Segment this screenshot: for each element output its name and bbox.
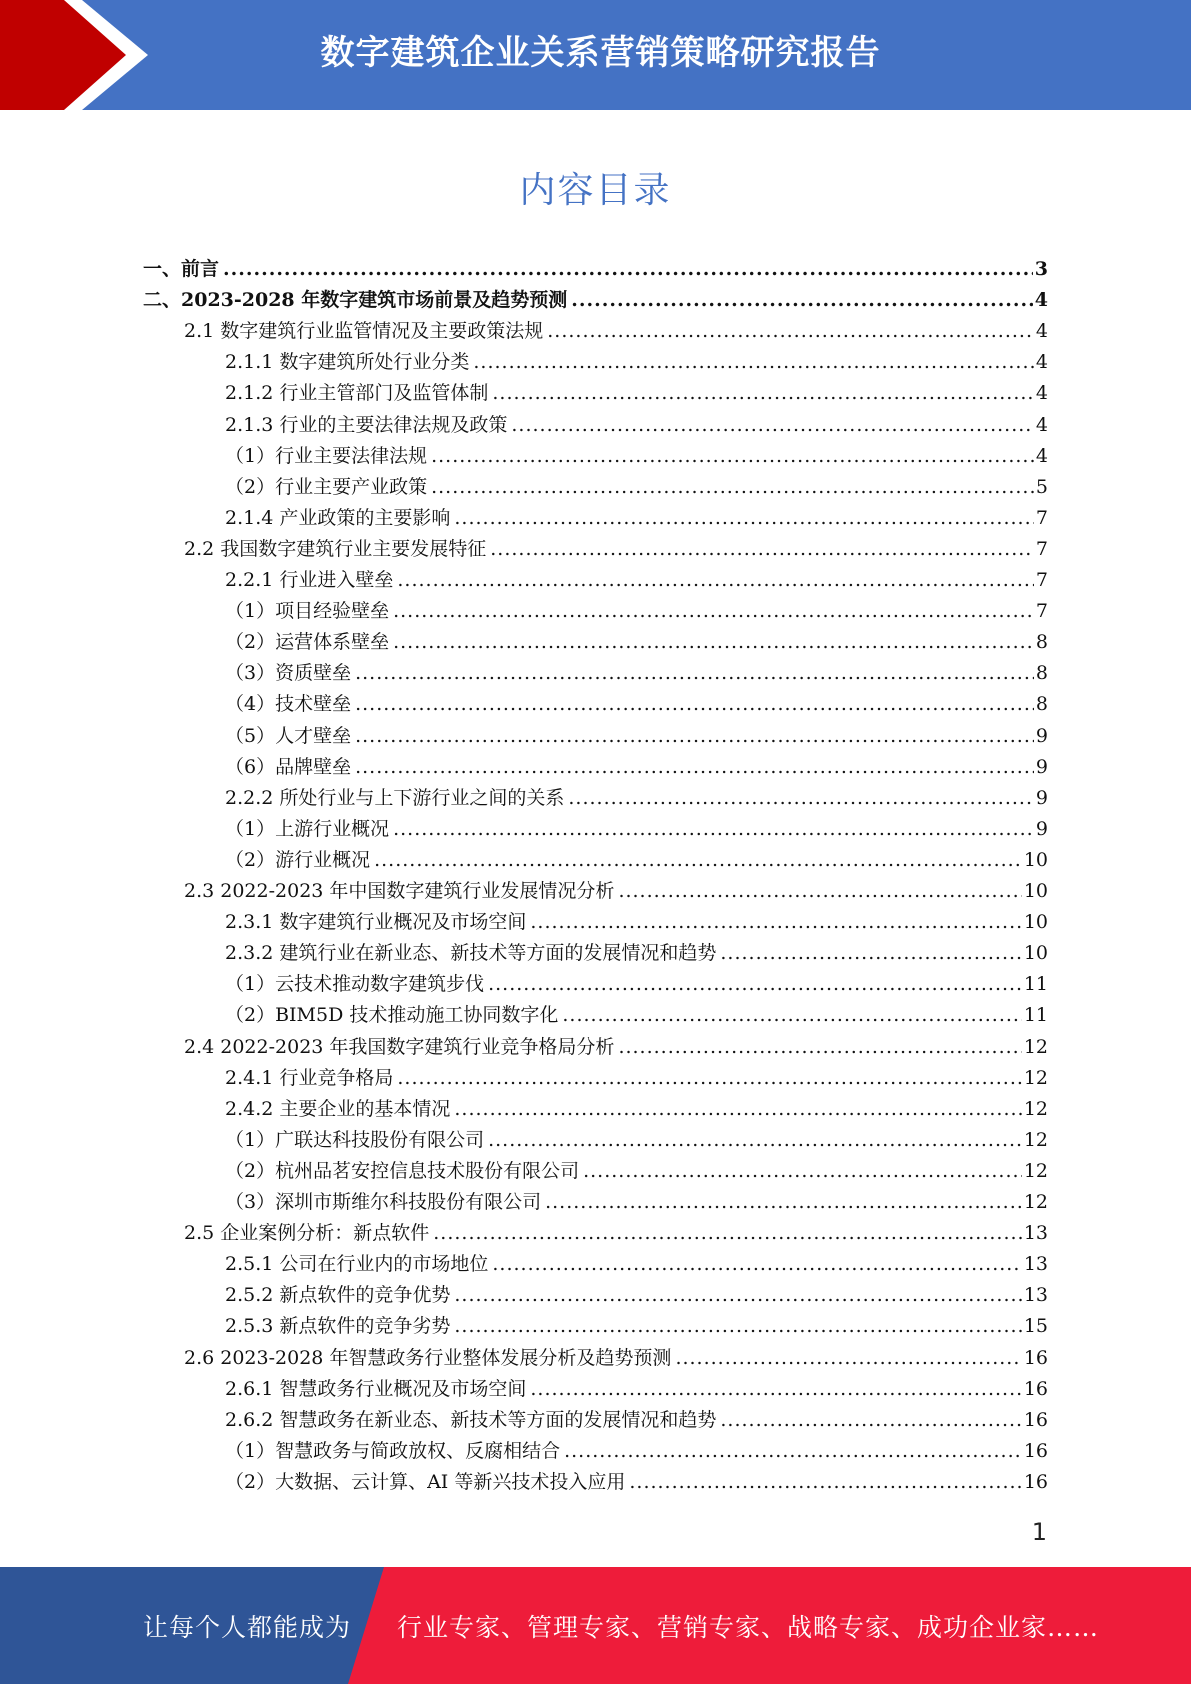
toc-entry-title: （4）技术壁垒 <box>225 693 352 716</box>
toc-entry[interactable] <box>143 254 1048 285</box>
toc-entry-page: 4 <box>1034 289 1048 312</box>
toc-entry-title: 2.6.1 智慧政务行业概况及市场空间 <box>225 1377 527 1400</box>
toc-entry-title: 2.3.2 建筑行业在新业态、新技术等方面的发展情况和趋势 <box>225 942 717 965</box>
toc-entry-page: 10 <box>1023 880 1048 902</box>
toc-dot-leader <box>511 414 1034 436</box>
toc-dot-leader <box>571 289 1033 311</box>
toc-dot-leader <box>454 507 1034 529</box>
toc-entry-title: （2）BIM5D 技术推动施工协同数字化 <box>225 1004 559 1027</box>
toc-entry-title: （1）上游行业概况 <box>225 817 390 840</box>
toc-entry-title: 2.5.1 公司在行业内的市场地位 <box>225 1253 489 1276</box>
toc-entry-title: （5）人才壁垒 <box>225 724 352 747</box>
toc-entry-title: 2.6 2023-2028 年智慧政务行业整体发展分析及趋势预测 <box>184 1346 672 1369</box>
toc-entry-title: （3）资质壁垒 <box>225 662 352 685</box>
toc-entry-title: （2）行业主要产业政策 <box>225 475 428 498</box>
toc-entry[interactable] <box>225 627 1048 658</box>
toc-dot-leader <box>530 911 1021 933</box>
toc-entry[interactable] <box>225 689 1048 720</box>
toc-dot-leader <box>564 1440 1022 1462</box>
toc-entry-title: 2.2 我国数字建筑行业主要发展特征 <box>184 537 487 560</box>
toc-entry-page: 16 <box>1023 1439 1048 1462</box>
toc-entry[interactable] <box>225 1125 1048 1156</box>
toc-entry-title: 2.1.1 数字建筑所处行业分类 <box>225 351 470 374</box>
toc-entry-page: 13 <box>1023 1284 1048 1307</box>
toc-entry-title: （2）杭州品茗安控信息技术股份有限公司 <box>225 1159 580 1182</box>
toc-entry-page: 8 <box>1035 693 1048 716</box>
toc-dot-leader <box>562 1004 1021 1026</box>
toc-dot-leader <box>355 756 1034 778</box>
toc-dot-leader <box>530 1378 1021 1400</box>
toc-entry-page: 5 <box>1035 475 1048 498</box>
toc-entry-page: 11 <box>1023 973 1048 996</box>
toc-entry-title: （2）大数据、云计算、AI 等新兴技术投入应用 <box>225 1470 626 1493</box>
toc-entry-page: 4 <box>1035 382 1048 405</box>
toc-entry[interactable] <box>225 1187 1048 1218</box>
toc-entry-page: 11 <box>1023 1004 1048 1027</box>
toc-dot-leader <box>720 1409 1021 1431</box>
toc-entry-page: 9 <box>1035 817 1048 840</box>
toc-entry-title: 2.4 2022-2023 年我国数字建筑行业竞争格局分析 <box>184 1035 615 1058</box>
toc-entry[interactable] <box>225 1374 1048 1405</box>
toc-entry-title: （2）运营体系壁垒 <box>225 631 390 654</box>
toc-entry[interactable] <box>184 876 1048 907</box>
toc-entry-title: （1）项目经验壁垒 <box>225 600 390 623</box>
toc-dot-leader <box>545 1191 1022 1213</box>
toc-entry[interactable] <box>225 1467 1048 1498</box>
toc-entry-title: （1）广联达科技股份有限公司 <box>225 1128 485 1151</box>
toc-entry-title: 2.5 企业案例分析：新点软件 <box>184 1222 430 1245</box>
toc-dot-leader <box>355 693 1034 715</box>
toc-entry-page: 9 <box>1035 786 1048 809</box>
toc-dot-leader <box>629 1471 1021 1493</box>
toc-dot-leader <box>490 538 1034 560</box>
toc-entry-page: 7 <box>1035 537 1048 560</box>
toc-entry-title: 2.1 数字建筑行业监管情况及主要政策法规 <box>184 320 544 343</box>
toc-entry[interactable] <box>225 1156 1048 1187</box>
toc-dot-leader <box>431 445 1034 467</box>
toc-entry[interactable] <box>225 565 1048 596</box>
toc-entry-page: 16 <box>1023 1346 1048 1369</box>
toc-entry-page: 4 <box>1035 444 1048 467</box>
toc-entry[interactable] <box>225 1000 1048 1031</box>
toc-entry-page: 12 <box>1023 1191 1048 1213</box>
toc-entry[interactable] <box>225 1311 1048 1342</box>
toc-entry-page: 12 <box>1023 1097 1048 1120</box>
footer-slogan-left: 让每个人都能成为 <box>143 1613 352 1642</box>
toc-entry[interactable] <box>225 1280 1048 1311</box>
toc-entry[interactable] <box>225 783 1048 814</box>
toc-entry-page: 13 <box>1023 1253 1048 1276</box>
report-title: 数字建筑企业关系营销策略研究报告 <box>320 33 881 73</box>
toc-entry[interactable] <box>225 907 1048 938</box>
toc-entry[interactable] <box>225 378 1048 409</box>
toc-entry-page: 7 <box>1035 600 1048 623</box>
toc-entry-page: 10 <box>1023 942 1048 965</box>
toc-entry[interactable] <box>225 721 1048 752</box>
toc-entry-page: 8 <box>1035 631 1048 654</box>
toc-entry-page: 7 <box>1035 506 1048 529</box>
toc-entry-title: （3）深圳市斯维尔科技股份有限公司 <box>225 1191 542 1213</box>
toc-dot-leader <box>618 880 1021 902</box>
toc-dot-leader <box>488 1129 1022 1151</box>
toc-entry-title: （6）品牌壁垒 <box>225 755 352 778</box>
toc-entry-title: 2.5.3 新点软件的竞争劣势 <box>225 1315 451 1338</box>
toc-dot-leader <box>618 1036 1021 1058</box>
toc-entry-page: 9 <box>1035 724 1048 747</box>
toc-entry-title: （1）行业主要法律法规 <box>225 444 428 467</box>
toc-entry-title: 2.2.1 行业进入壁垒 <box>225 569 394 591</box>
toc-dot-leader <box>355 725 1034 747</box>
toc-entry-page: 9 <box>1035 755 1048 778</box>
toc-entry-page: 16 <box>1023 1408 1048 1431</box>
toc-entry-title: 二、2023-2028 年数字建筑市场前景及趋势预测 <box>143 289 568 312</box>
toc-dot-leader <box>454 1315 1021 1337</box>
toc-dot-leader <box>374 849 1022 871</box>
toc-entry[interactable] <box>225 1249 1048 1280</box>
toc-entry-page: 10 <box>1023 848 1048 871</box>
toc-dot-leader <box>675 1347 1021 1369</box>
toc-entry[interactable] <box>184 534 1048 565</box>
toc-entry[interactable] <box>225 845 1048 876</box>
toc-entry-page: 7 <box>1035 569 1048 591</box>
toc-dot-leader <box>397 569 1034 591</box>
toc-entry-page: 3 <box>1034 258 1048 280</box>
toc-entry[interactable] <box>184 316 1048 347</box>
toc-entry[interactable] <box>225 658 1048 689</box>
toc-entry-page: 12 <box>1023 1066 1048 1089</box>
toc-dot-leader <box>393 631 1034 653</box>
toc-entry-page: 8 <box>1035 662 1048 685</box>
toc-dot-leader <box>223 258 1033 280</box>
toc-dot-leader <box>431 476 1034 498</box>
toc-dot-leader <box>393 818 1034 840</box>
toc-entry-title: 2.4.2 主要企业的基本情况 <box>225 1097 451 1120</box>
toc-entry-page: 10 <box>1023 911 1048 934</box>
toc-dot-leader <box>393 600 1034 622</box>
toc-entry-page: 15 <box>1023 1315 1048 1338</box>
toc-entry[interactable] <box>225 596 1048 627</box>
toc-dot-leader <box>492 1253 1021 1275</box>
toc-entry-title: 2.6.2 智慧政务在新业态、新技术等方面的发展情况和趋势 <box>225 1408 717 1431</box>
toc-entry[interactable] <box>184 1032 1048 1063</box>
toc-entry-title: 2.1.3 行业的主要法律法规及政策 <box>225 413 508 436</box>
toc-dot-leader <box>355 662 1034 684</box>
toc-entry[interactable] <box>225 472 1048 503</box>
toc-dot-leader <box>583 1160 1022 1182</box>
toc-entry-title: 2.3.1 数字建筑行业概况及市场空间 <box>225 911 527 934</box>
toc-entry[interactable] <box>225 814 1048 845</box>
footer-slogan-right: 行业专家、管理专家、营销专家、战略专家、成功企业家…… <box>397 1613 1100 1642</box>
toc-entry-page: 12 <box>1023 1159 1048 1182</box>
toc-dot-leader <box>492 382 1034 404</box>
toc-entry-title: 一、前言 <box>143 258 220 280</box>
toc-entry[interactable] <box>225 752 1048 783</box>
toc-entry[interactable] <box>225 410 1048 441</box>
toc-entry-page: 4 <box>1035 351 1048 374</box>
toc-dot-leader <box>473 351 1034 373</box>
toc-entry[interactable] <box>225 347 1048 378</box>
toc-entry-title: （1）智慧政务与简政放权、反腐相结合 <box>225 1439 561 1462</box>
toc-entry[interactable] <box>225 1436 1048 1467</box>
page-footer <box>0 1567 1191 1684</box>
toc-dot-leader <box>433 1222 1022 1244</box>
toc-entry-title: 2.1.4 产业政策的主要影响 <box>225 506 451 529</box>
toc-entry-title: 2.4.1 行业竞争格局 <box>225 1066 394 1089</box>
toc-entry[interactable] <box>225 1063 1048 1094</box>
page-header <box>0 0 1191 110</box>
toc-dot-leader <box>568 787 1034 809</box>
toc-dot-leader <box>488 973 1022 995</box>
toc-dot-leader <box>397 1067 1021 1089</box>
toc-entry-title: 2.3 2022-2023 年中国数字建筑行业发展情况分析 <box>184 880 615 902</box>
toc-entry-page: 4 <box>1035 413 1048 436</box>
toc-entry-page: 16 <box>1023 1377 1048 1400</box>
toc-entry-title: 2.5.2 新点软件的竞争优势 <box>225 1284 451 1307</box>
toc-entry[interactable] <box>225 969 1048 1000</box>
toc-entry-title: 2.2.2 所处行业与上下游行业之间的关系 <box>225 786 565 809</box>
toc-entry[interactable] <box>225 938 1048 969</box>
toc-dot-leader <box>720 942 1021 964</box>
toc-entry[interactable] <box>184 1218 1048 1249</box>
toc-entry-title: （2）游行业概况 <box>225 848 371 871</box>
toc-dot-leader <box>547 320 1034 342</box>
toc-entry-title: 2.1.2 行业主管部门及监管体制 <box>225 382 489 405</box>
toc-entry[interactable] <box>143 285 1048 316</box>
toc-entry[interactable] <box>225 503 1048 534</box>
toc-entry-page: 13 <box>1023 1222 1048 1245</box>
toc-entry-title: （1）云技术推动数字建筑步伐 <box>225 973 485 996</box>
toc-entry[interactable] <box>184 1343 1048 1374</box>
toc-dot-leader <box>454 1284 1021 1306</box>
toc-entry[interactable] <box>225 1094 1048 1125</box>
toc-entry-page: 12 <box>1023 1035 1048 1058</box>
toc-entry[interactable] <box>225 1405 1048 1436</box>
toc-entry[interactable] <box>225 441 1048 472</box>
toc-dot-leader <box>454 1098 1021 1120</box>
toc-heading: 内容目录 <box>519 170 672 211</box>
toc-entry-page: 16 <box>1023 1470 1048 1493</box>
page-number: 1 <box>1031 1518 1047 1546</box>
toc-entry-page: 12 <box>1023 1128 1048 1151</box>
toc-entry-page: 4 <box>1035 320 1048 343</box>
